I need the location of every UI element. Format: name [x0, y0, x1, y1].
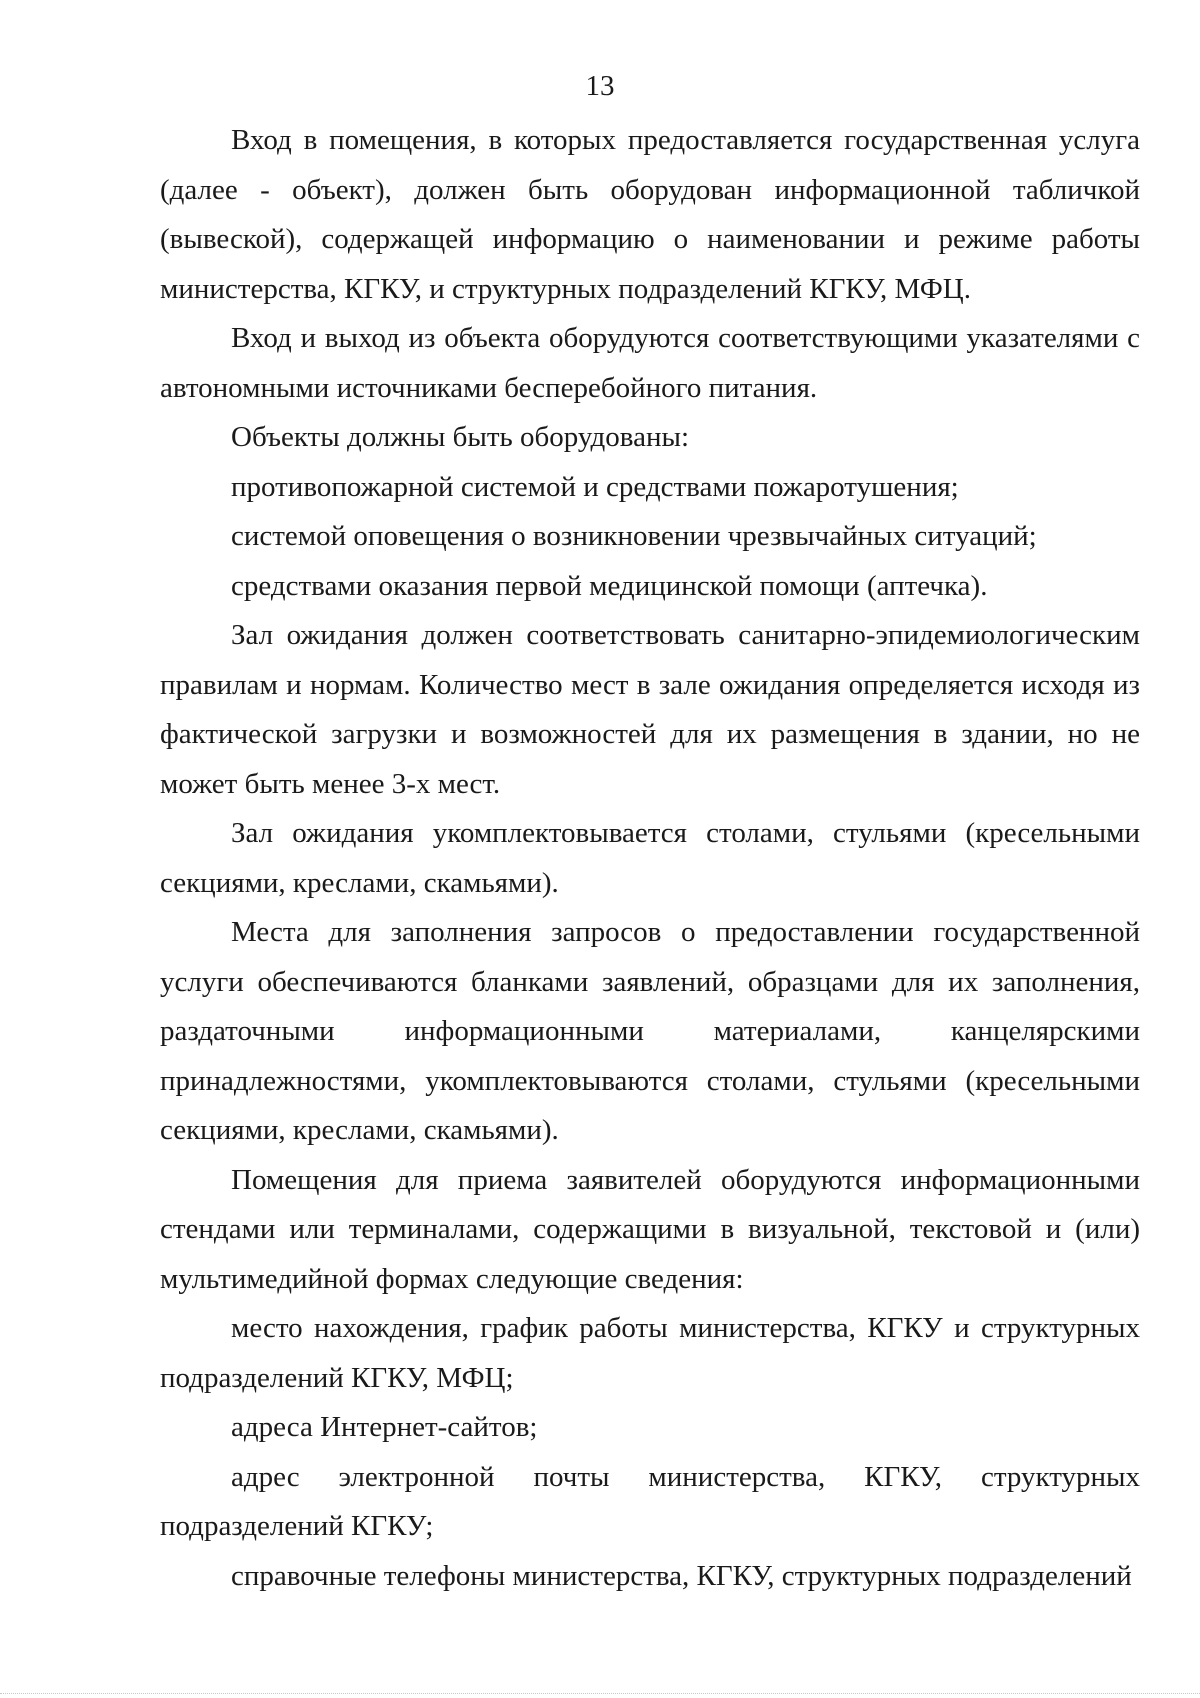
list-item-email: адрес электронной почты министерства, КГКУ, структурных подразделений КГКУ; — [160, 1460, 1140, 1542]
list-item-emergency-alert: системой оповещения о возникновении чрезвычайных ситуаций; — [231, 520, 1037, 552]
paragraph-request-places: Места для заполнения запросов о предоставлении государственной услуги обеспечиваются бланками заявлений, образцами для их заполнения, раздаточными информационными материалами, канцелярскими принадлежностями, укомплектовываются столами, стульями (кресельными секциями, креслами, скамьями). — [160, 916, 1140, 1146]
paragraph-waiting-hall-furniture: Зал ожидания укомплектовывается столами, стульями (кресельными секциями, креслами, скамьями). — [160, 817, 1140, 899]
paragraph-entrance-signage: Вход в помещения, в которых предоставляется государственная услуга (далее - объект), должен быть оборудован информационной табличкой (вывеской), содержащей информацию о наименовании и режиме работы министерства, КГКУ, и структурных подразделений КГКУ, МФЦ. — [160, 124, 1140, 305]
paragraph-entrance-exit-signs: Вход и выход из объекта оборудуются соответствующими указателями с автономными источниками бесперебойного питания. — [160, 322, 1140, 404]
paragraph-equipment-intro: Объекты должны быть оборудованы: — [231, 421, 690, 453]
scan-edge-divider — [0, 1693, 1200, 1695]
document-body — [160, 116, 1140, 1601]
list-item-websites: адреса Интернет-сайтов; — [231, 1411, 538, 1443]
paragraph-waiting-hall-norms: Зал ожидания должен соответствовать санитарно-эпидемиологическим правилам и нормам. Количество мест в зале ожидания определяется исходя из фактической загрузки и возможностей для их размещения в здании, но не может быть менее 3-х мест. — [160, 619, 1140, 800]
page-number: 13 — [585, 70, 615, 102]
list-item-fire-system: противопожарной системой и средствами пожаротушения; — [231, 470, 959, 503]
list-item-location-schedule: место нахождения, график работы министерства, КГКУ и структурных подразделений КГКУ, МФЦ; — [160, 1312, 1140, 1394]
list-item-first-aid: средствами оказания первой медицинской помощи (аптечка). — [231, 569, 988, 602]
list-item-phones: справочные телефоны министерства, КГКУ, структурных подразделений — [231, 1559, 1132, 1592]
paragraph-info-stands: Помещения для приема заявителей оборудуются информационными стендами или терминалами, содержащими в визуальной, текстовой и (или) мультимедийной формах следующие сведения: — [160, 1163, 1140, 1295]
